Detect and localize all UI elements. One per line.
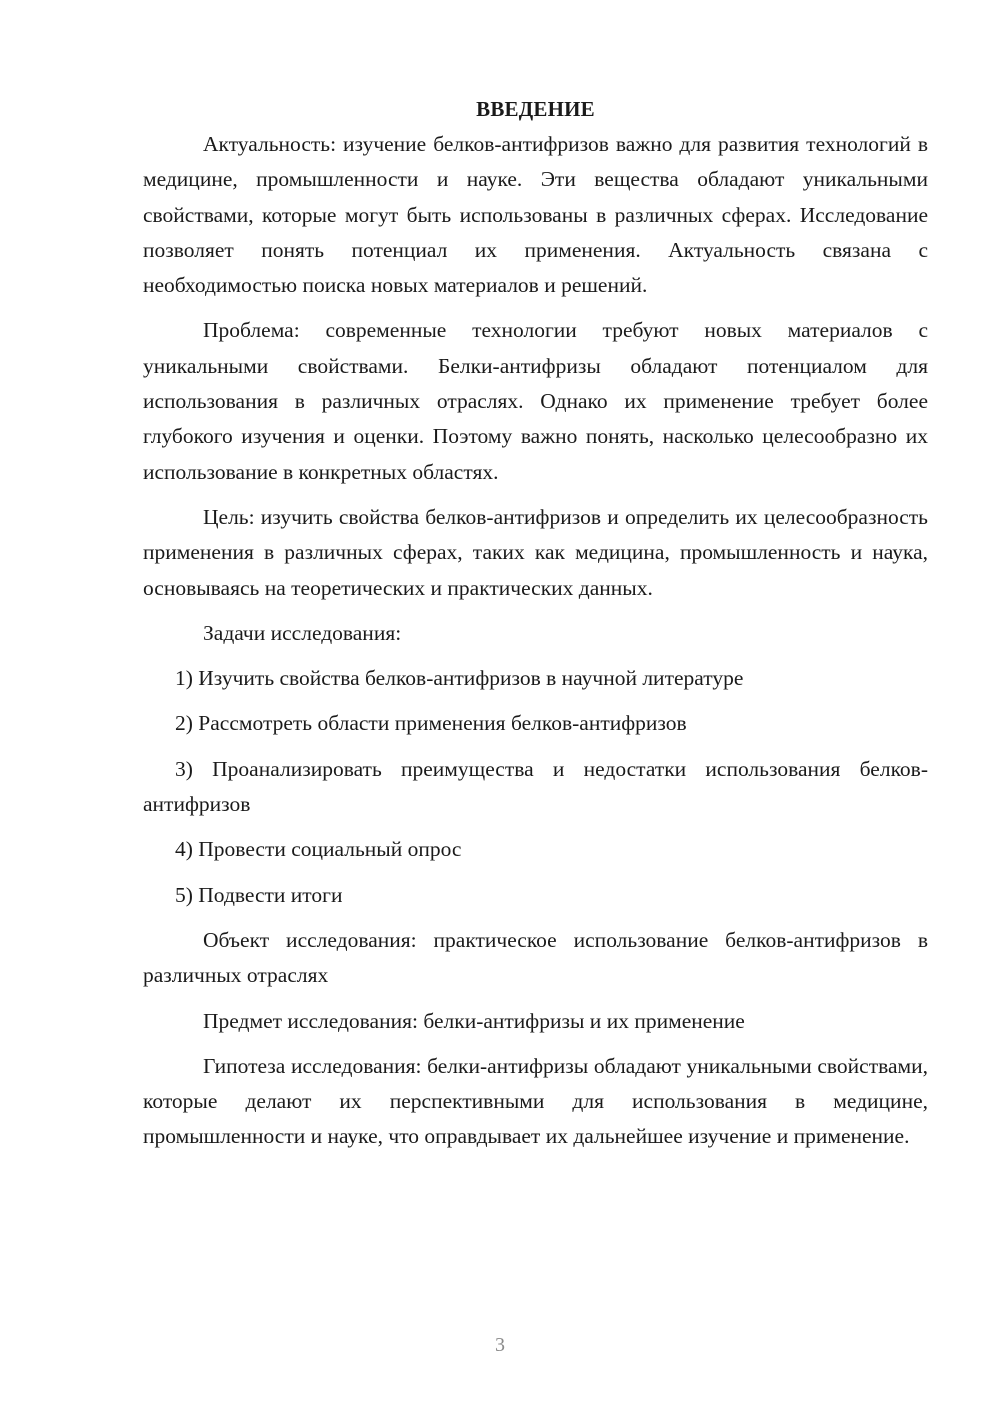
paragraph-hypothesis: Гипотеза исследования: белки-антифризы обладают уникальными свойствами, которые делают их перспективными для использования в медицине, промышленности и науке, что оправдывает их дальнейшее изучение и применение. bbox=[143, 1053, 928, 1149]
page-number: 3 bbox=[495, 1334, 505, 1356]
tasks-title: Задачи исследования: bbox=[203, 620, 402, 645]
task-item-1: 1) Изучить свойства белков-антифризов в научной литературе bbox=[175, 666, 744, 691]
paragraph-subject: Предмет исследования: белки-антифризы и их применение bbox=[203, 1008, 745, 1033]
paragraph-relevance: Актуальность: изучение белков-антифризов важно для развития технологий в медицине, промышленности и науке. Эти вещества обладают уникальными свойствами, которые могут быть использованы в различных сферах. Исследование позволяет понять потенциал их применения. Актуальность связана с необходимостью поиска новых материалов и решений. bbox=[143, 132, 928, 298]
paragraph-problem: Проблема: современные технологии требуют новых материалов с уникальными свойствами. Белки-антифризы обладают потенциалом для использования в различных отраслях. Однако их применение требует более глубокого изучения и оценки. Поэтому важно понять, насколько целесообразно их использование в конкретных областях. bbox=[143, 318, 928, 484]
task-item-3: 3) Проанализировать преимущества и недостатки использования белков-антифризов bbox=[143, 756, 928, 817]
task-item-4: 4) Провести социальный опрос bbox=[175, 837, 462, 862]
paragraph-object: Объект исследования: практическое использование белков-антифризов в различных отраслях bbox=[143, 927, 928, 988]
document-page bbox=[143, 92, 928, 1165]
section-heading: ВВЕДЕНИЕ bbox=[476, 97, 595, 121]
task-item-2: 2) Рассмотреть области применения белков-антифризов bbox=[175, 711, 687, 736]
task-item-5: 5) Подвести итоги bbox=[175, 882, 343, 907]
paragraph-goal: Цель: изучить свойства белков-антифризов и определить их целесообразность применения в различных сферах, таких как медицина, промышленность и наука, основываясь на теоретических и практических данных. bbox=[143, 504, 928, 600]
